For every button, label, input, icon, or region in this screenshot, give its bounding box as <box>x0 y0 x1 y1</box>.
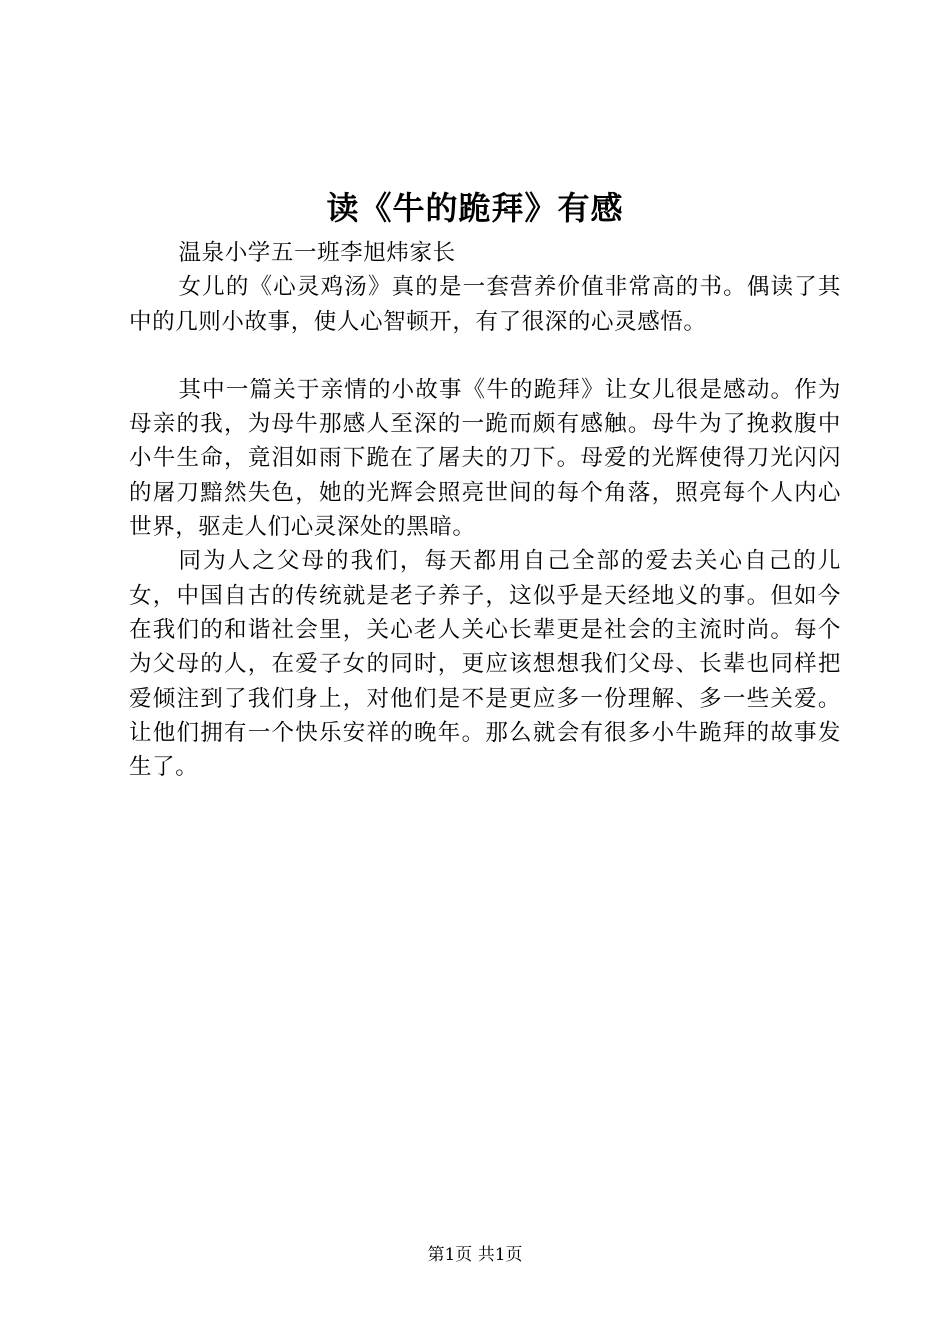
document-title: 读《牛的跪拜》有感 <box>326 189 624 227</box>
paragraph-1: 女儿的《心灵鸡汤》真的是一套营养价值非常高的书。偶读了其中的几则小故事，使人心智顿开，有了很深的心灵感悟。 <box>129 274 841 335</box>
document-body <box>129 236 841 784</box>
page-footer: 第1页 共1页 <box>427 1245 523 1265</box>
paragraph-2: 其中一篇关于亲情的小故事《牛的跪拜》让女儿很是感动。作为母亲的我，为母牛那感人至深的一跪而颇有感触。母牛为了挽救腹中小牛生命，竟泪如雨下跪在了屠夫的刀下。母爱的光辉使得刀光闪闪的屠刀黯然失色，她的光辉会照亮世间的每个角落，照亮每个人内心世界，驱走人们心灵深处的黑暗。 <box>129 376 841 541</box>
paragraph-3: 同为人之父母的我们，每天都用自己全部的爱去关心自己的儿女，中国自古的传统就是老子养子，这似乎是天经地义的事。但如今在我们的和谐社会里，关心老人关心长辈更是社会的主流时尚。每个为父母的人，在爱子女的同时，更应该想想我们父母、长辈也同样把爱倾注到了我们身上，对他们是不是更应多一份理解、多一些关爱。让他们拥有一个快乐安祥的晚年。那么就会有很多小牛跪拜的故事发生了。 <box>129 548 841 781</box>
author-line: 温泉小学五一班李旭炜家长 <box>178 240 456 266</box>
